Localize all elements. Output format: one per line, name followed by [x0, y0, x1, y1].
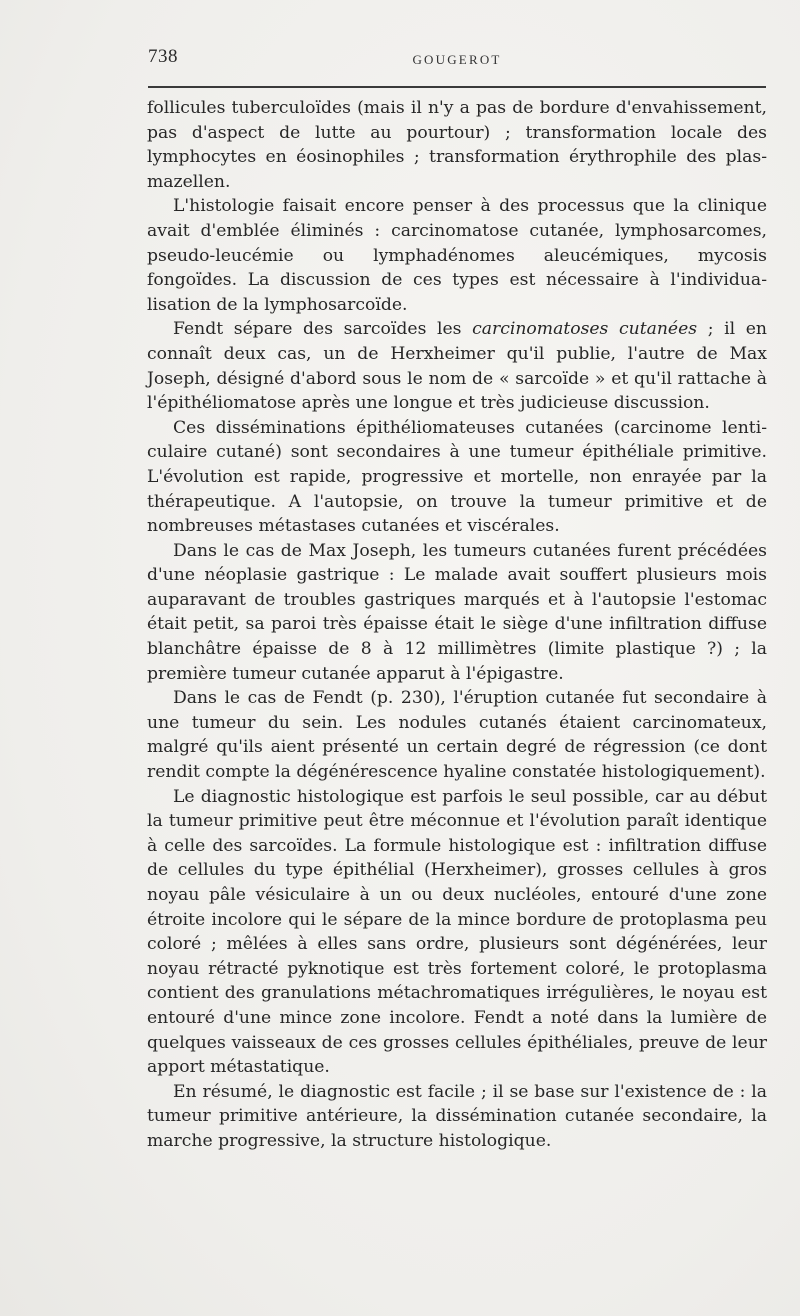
paragraph: Dans le cas de Max Joseph, les tumeurs cutanées furent précédées d'une néoplasie gastrique : Le malade avait souffert plusieurs mois auparavant de troubles gastriques marqués et à l'autopsie l'estomac était petit, sa paroi très épaisse était le siège d'une infiltration diffuse blanchâtre épaisse de 8 à 12 millimètres (limite plastique ?) ; la première tumeur cutanée apparut à l'épigastre. [147, 540, 767, 684]
header-rule [148, 86, 766, 88]
paragraph: L'histologie faisait encore penser à des processus que la clinique avait d'emblée éliminés : carcinomatose cutanée, lymphosarcomes, pseudo-leucémie ou lymphadénomes aleucémiques, mycosis fongoïdes. La discussion de ces types est nécessaire à l'individualisation de la lymphosarcoïde. [147, 196, 767, 315]
paragraph-text: Fendt sépare des sarcoïdes les [173, 319, 473, 340]
page-header [148, 46, 766, 86]
running-head: GOUGEROT [412, 52, 502, 67]
paragraph: En résumé, le diagnostic est facile ; il se base sur l'existence de : la tumeur primitive antérieure, la dissémination cutanée secondaire, la marche progressive, la structure histologique. [147, 1081, 767, 1151]
page-number: 738 [148, 46, 178, 67]
emphasized-term: carcinomatoses cutanées [472, 319, 698, 340]
paragraph-text: ; il en connaît deux cas, un de Herxheimer qu'il publie, l'autre de Max Joseph, désigné d'abord sous le nom de « sarcoïde » et qu'il rattache à l'épithéliomatose après une longue et très judicieuse discussion. [147, 319, 767, 414]
paragraph: follicules tuberculoïdes (mais il n'y a pas de bordure d'envahissement, pas d'aspect de lutte au pourtour) ; transformation locale des lymphocytes en éosinophiles ; transformation érythrophile des plasmazellen. [147, 98, 767, 192]
paragraph: Dans le cas de Fendt (p. 230), l'éruption cutanée fut secondaire à une tumeur du sein. Les nodules cutanés étaient carcinomateux, malgré qu'ils aient présenté un certain degré de régression (ce dont rendit compte la dégénérescence hyaline constatée histologiquement). [147, 688, 767, 783]
paragraph [147, 317, 767, 415]
paragraph: Le diagnostic histologique est parfois le seul possible, car au début la tumeur primitive peut être méconnue et l'évolution paraît identique à celle des sarcoïdes. La formule histologique est : infiltration diffuse de cellules du type épithélial (Herxheimer), grosses cellules à gros noyau pâle vésiculaire à un ou deux nucléoles, entouré d'une zone étroite incolore qui le sépare de la mince bordure de protoplasma peu coloré ; mêlées à elles sans ordre, plusieurs sont dégénérées, leur noyau rétracté pyknotique est très fortement coloré, le protoplasma contient des granulations métachromatiques irrégulières, le noyau est entouré d'une mince zone incolore. Fendt a noté dans la lumière de quelques vaisseaux de ces grosses cellules épithéliales, preuve de leur apport métastatique. [147, 786, 767, 1078]
page-body [147, 96, 767, 1154]
paragraph: Ces disséminations épithéliomateuses cutanées (carcinome lenticulaire cutané) sont secondaires à une tumeur épithéliale primitive. L'évolution est rapide, progressive et mortelle, non enrayée par la thérapeutique. A l'autopsie, on trouve la tumeur primitive et de nombreuses métastases cutanées et viscérales. [147, 417, 767, 537]
